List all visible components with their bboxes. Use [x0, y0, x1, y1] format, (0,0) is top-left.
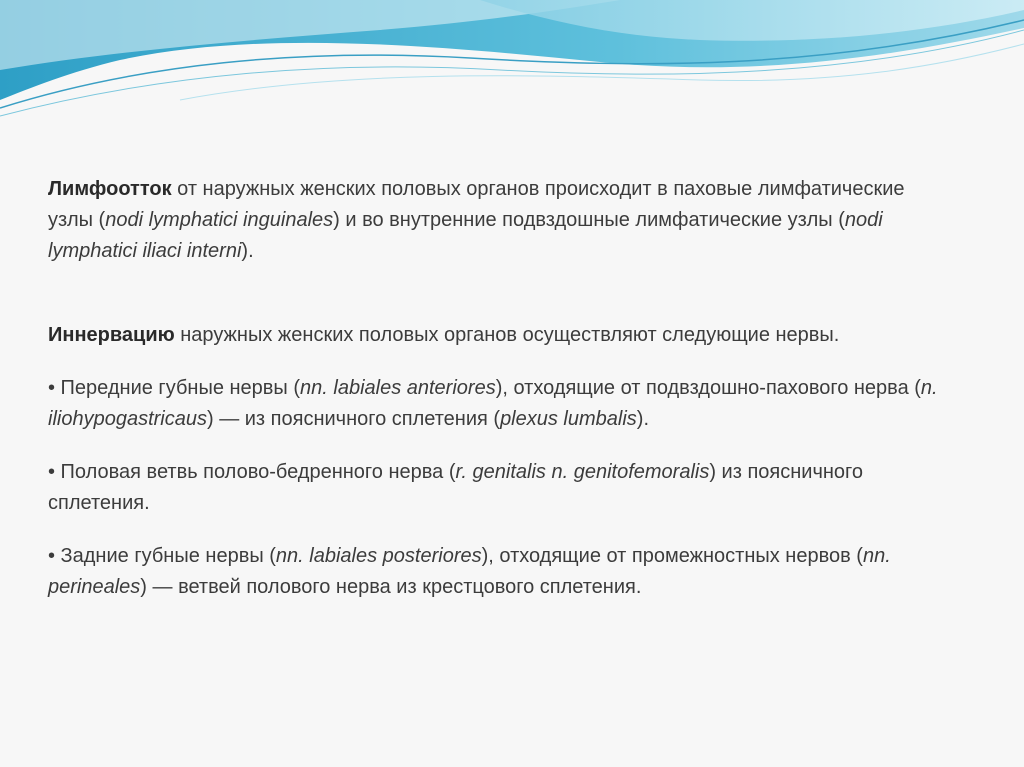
text: ) — из поясничного сплетения ( [206, 408, 501, 430]
text: ) и во внутренние подвздошные лимфатические узлы ( [333, 209, 845, 231]
text: от наружных женских половых органов происходит в паховые лимфатические узлы ( [48, 178, 905, 231]
lymph-outflow-paragraph [48, 174, 948, 267]
latin-term: nn. labiales anteriores [300, 377, 496, 399]
latin-term: nn. labiales posteriores [275, 545, 482, 567]
text: ) из поясничного сплетения. [48, 461, 864, 514]
latin-term: nodi lymphatici inguinales [105, 209, 334, 231]
bullet-posterior-labial-nerves [48, 541, 948, 603]
latin-term: nn. perineales [48, 545, 891, 598]
slide-body [48, 174, 948, 603]
text: ), отходящие от промежностных нервов ( [481, 545, 863, 567]
text: • Задние губные нервы ( [48, 545, 276, 567]
text: ). [241, 240, 254, 262]
latin-term: plexus lumbalis [500, 408, 637, 430]
latin-term: nodi lymphatici iliaci interni [48, 209, 883, 262]
wave-header-decoration [0, 0, 1024, 130]
text: ) — ветвей полового нерва из крестцового сплетения. [140, 576, 642, 598]
term-innervation: Иннервацию [48, 324, 175, 346]
latin-term: n. iliohypogastricaus [48, 377, 938, 430]
bullet-genital-branch [48, 457, 948, 519]
innervation-paragraph [48, 320, 948, 351]
latin-term: r. genitalis n. genitofemoralis [455, 461, 710, 483]
bullet-anterior-labial-nerves [48, 373, 948, 435]
term-lymph-outflow: Лимфоотток [48, 178, 172, 200]
text: • Передние губные нервы ( [48, 377, 301, 399]
text: ). [636, 408, 650, 430]
text: • Половая ветвь полово-бедренного нерва ( [48, 461, 456, 483]
text: ), отходящие от подвздошно-пахового нерва ( [495, 377, 921, 399]
text: наружных женских половых органов осуществляют следующие нервы. [174, 324, 840, 346]
